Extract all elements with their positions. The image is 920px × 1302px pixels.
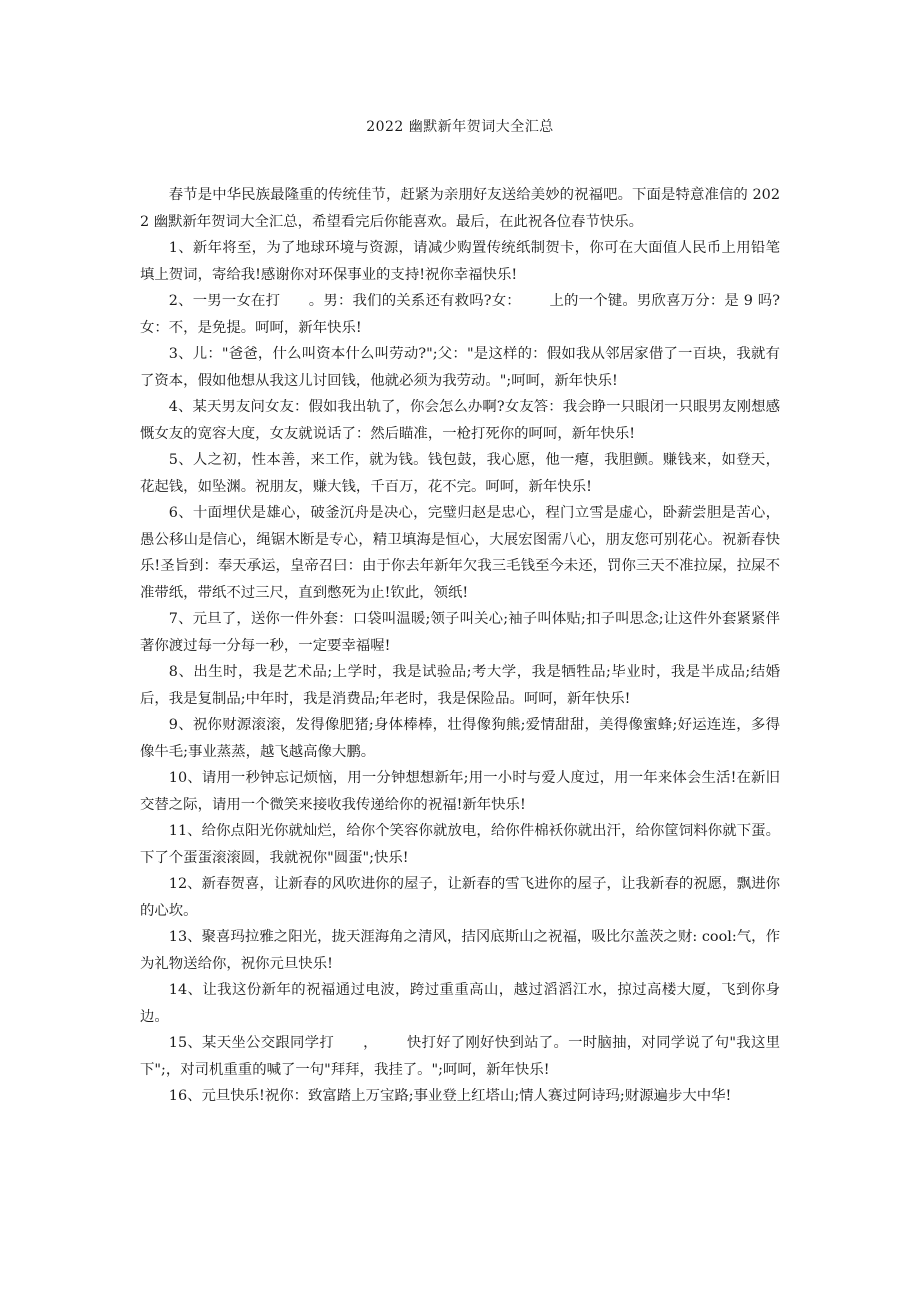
greeting-item-6: 6、十面埋伏是雄心，破釜沉舟是决心，完璧归赵是忠心，程门立雪是虚心，卧薪尝胆是苦心，愚公移山是信心，绳锯木断是专心，精卫填海是恒心，大展宏图需八心，朋友您可别花心。祝新春快乐!圣旨到：奉天承运，皇帝召曰：由于你去年新年欠我三毛钱至今未还，罚你三天不准拉屎，拉屎不准带纸，带纸不过三尺，直到憋死为止!钦此，领纸!: [140, 505, 780, 601]
greeting-item-10: 10、请用一秒钟忘记烦恼，用一分钟想想新年;用一小时与爱人度过，用一年来体会生活!在新旧交替之际，请用一个微笑来接收我传递给你的祝福!新年快乐!: [140, 770, 780, 813]
intro-paragraph: 春节是中华民族最隆重的传统佳节，赶紧为亲朋好友送给美妙的祝福吧。下面是特意准信的 2022 幽默新年贺词大全汇总，希望看完后你能喜欢。最后，在此祝各位春节快乐。: [140, 187, 780, 230]
document-body: [140, 182, 780, 1110]
greeting-item-2: 2、一男一女在打 。男：我们的关系还有救吗?女： 上的一个键。男欣喜万分：是 9 吗?女：不，是免提。呵呵，新年快乐!: [140, 293, 780, 336]
greeting-item-16: 16、元旦快乐!祝你：致富踏上万宝路;事业登上红塔山;情人赛过阿诗玛;财源遍步大中华!: [168, 1088, 732, 1104]
greeting-item-13: 13、聚喜玛拉雅之阳光，拢天涯海角之清风，拮冈底斯山之祝福，吸比尔盖茨之财: cool:气，作为礼物送给你，祝你元旦快乐!: [140, 929, 780, 972]
document-title: 2022 幽默新年贺词大全汇总: [366, 119, 554, 135]
greeting-item-12: 12、新春贺喜，让新春的风吹进你的屋子，让新春的雪飞进你的屋子，让我新春的祝愿，飘进你的心坎。: [140, 876, 780, 919]
greeting-item-8: 8、出生时，我是艺术品;上学时，我是试验品;考大学，我是牺牲品;毕业时，我是半成品;结婚后，我是复制品;中年时，我是消费品;年老时，我是保险品。呵呵，新年快乐!: [140, 664, 780, 707]
greeting-item-11: 11、给你点阳光你就灿烂，给你个笑容你就放电，给你件棉袄你就出汗，给你筐饲料你就下蛋。下了个蛋蛋滚滚圆，我就祝你"圆蛋";快乐!: [140, 823, 780, 866]
greeting-item-9: 9、祝你财源滚滚，发得像肥猪;身体棒棒，壮得像狗熊;爱情甜甜，美得像蜜蜂;好运连连，多得像牛毛;事业蒸蒸，越飞越高像大鹏。: [140, 717, 780, 760]
greeting-item-14: 14、让我这份新年的祝福通过电波，跨过重重高山，越过滔滔江水，掠过高楼大厦，飞到你身边。: [140, 982, 780, 1025]
greeting-item-5: 5、人之初，性本善，来工作，就为钱。钱包鼓，我心愿，他一瘪，我胆颤。赚钱来，如登天，花起钱，如坠渊。祝朋友，赚大钱，千百万，花不完。呵呵，新年快乐!: [140, 452, 780, 495]
greeting-item-15: 15、某天坐公交跟同学打 ， 快打好了刚好快到站了。一时脑抽，对同学说了句"我这里下";，对司机重重的喊了一句"拜拜，我挂了。";呵呵，新年快乐!: [140, 1035, 780, 1078]
greeting-item-3: 3、儿："爸爸，什么叫资本什么叫劳动?";父："是这样的：假如我从邻居家借了一百块，我就有了资本，假如他想从我这儿讨回钱，他就必须为我劳动。";呵呵，新年快乐!: [140, 346, 780, 389]
greeting-item-7: 7、元旦了，送你一件外套：口袋叫温暖;领子叫关心;袖子叫体贴;扣子叫思念;让这件外套紧紧伴著你渡过每一分每一秒，一定要幸福喔!: [140, 611, 780, 654]
greeting-item-1: 1、新年将至，为了地球环境与资源，请减少购置传统纸制贺卡，你可在大面值人民币上用铅笔填上贺词，寄给我!感谢你对环保事业的支持!祝你幸福快乐!: [140, 240, 780, 283]
greeting-item-4: 4、某天男友问女友：假如我出轨了，你会怎么办啊?女友答：我会睁一只眼闭一只眼男友刚想感慨女友的宽容大度，女友就说话了：然后瞄准，一枪打死你的呵呵，新年快乐!: [140, 399, 780, 442]
